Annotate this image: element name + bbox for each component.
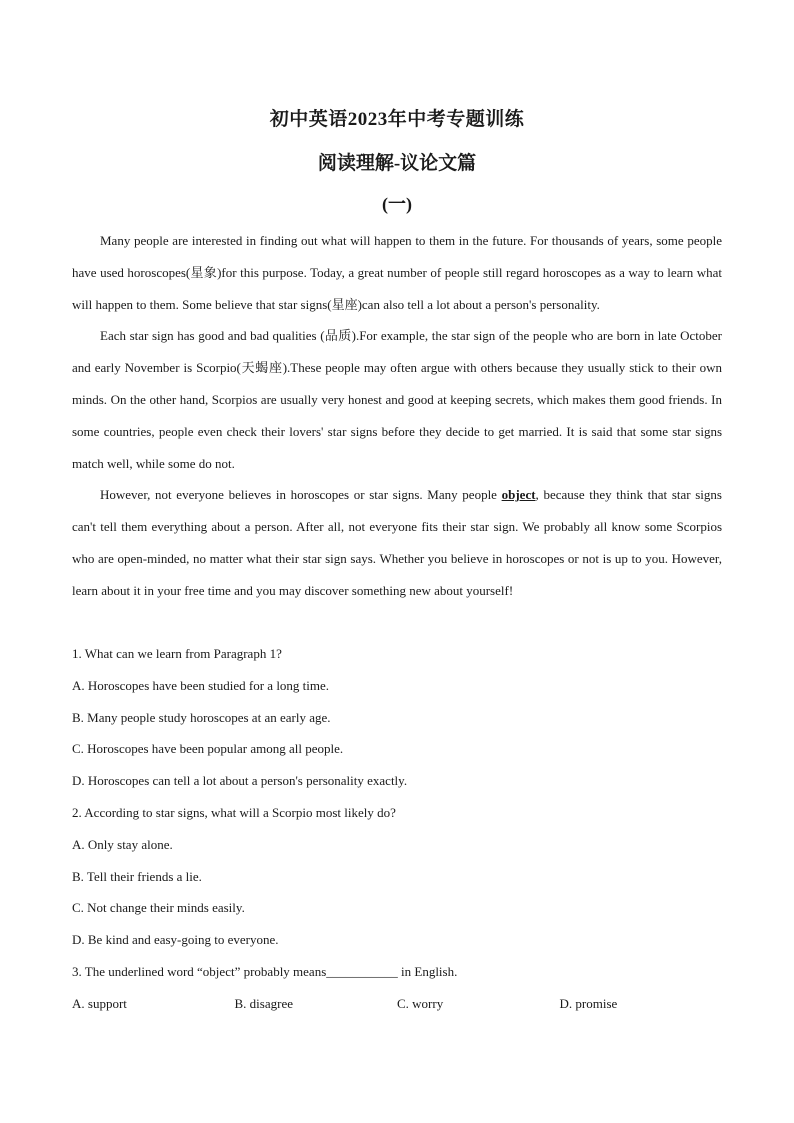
- document-title: 初中英语2023年中考专题训练: [269, 109, 525, 130]
- question-3-stem: 3. The underlined word “object” probably means___________ in English.: [72, 963, 458, 979]
- question-3-option-b: B. disagree: [234, 995, 293, 1011]
- question-2-option-d: D. Be kind and easy-going to everyone.: [72, 932, 279, 948]
- section-number: (一): [382, 194, 412, 214]
- question-list: [72, 638, 722, 1020]
- question-3-options: [72, 988, 722, 1020]
- question-1-option-d: D. Horoscopes can tell a lot about a person's personality exactly.: [72, 773, 408, 789]
- underlined-word: object: [501, 487, 536, 503]
- question-1-stem: 1. What can we learn from Paragraph 1?: [72, 646, 282, 661]
- document-subtitle: 阅读理解-议论文篇: [317, 153, 477, 174]
- paragraph-3: [72, 479, 722, 606]
- question-2-option-c: C. Not change their minds easily.: [72, 900, 245, 916]
- question-2-stem: 2. According to star signs, what will a Scorpio most likely do?: [72, 804, 396, 820]
- paragraph-3-start: However, not everyone believes in horoscopes or star signs. Many people: [100, 487, 502, 503]
- question-1-option-b: B. Many people study horoscopes at an early age.: [72, 709, 331, 725]
- question-1-option-c: C. Horoscopes have been popular among all people.: [72, 741, 344, 757]
- paragraph-2: Each star sign has good and bad qualities (品质).For example, the star sign of the people who are born in late October and early November is Scorpio(天蝎座).These people may often argue with others because they usually stick to their own minds. On the other hand, Scorpios are usually very honest and good at keeping secrets, which makes them good friends. In some countries, people even check their lovers' star signs before they decide to get married. It is said that some star signs match well, while some do not.: [72, 328, 722, 471]
- paragraph-3-end: , because they think that star signs can't tell them everything about a person. After all, not everyone fits their star sign. We probably all know some Scorpios who are open-minded, no matter what their star sign says. Whether you believe in horoscopes or not is up to you. However, learn about it in your free time and you may discover something new about yourself!: [72, 487, 722, 598]
- question-1-option-a: A. Horoscopes have been studied for a long time.: [72, 677, 330, 693]
- question-2-option-b: B. Tell their friends a lie.: [72, 868, 202, 884]
- question-3-option-c: C. worry: [397, 995, 444, 1011]
- question-3-option-a: A. support: [72, 995, 127, 1011]
- reading-passage: [72, 225, 722, 607]
- question-3-option-d: D. promise: [559, 995, 618, 1011]
- question-2-option-a: A. Only stay alone.: [72, 836, 173, 852]
- paragraph-1: Many people are interested in finding out what will happen to them in the future. For thousands of years, some people have used horoscopes(星象)for this purpose. Today, a great number of people still regard horoscopes as a way to learn what will happen to them. Some believe that star signs(星座)can also tell a lot about a person's personality.: [72, 233, 722, 312]
